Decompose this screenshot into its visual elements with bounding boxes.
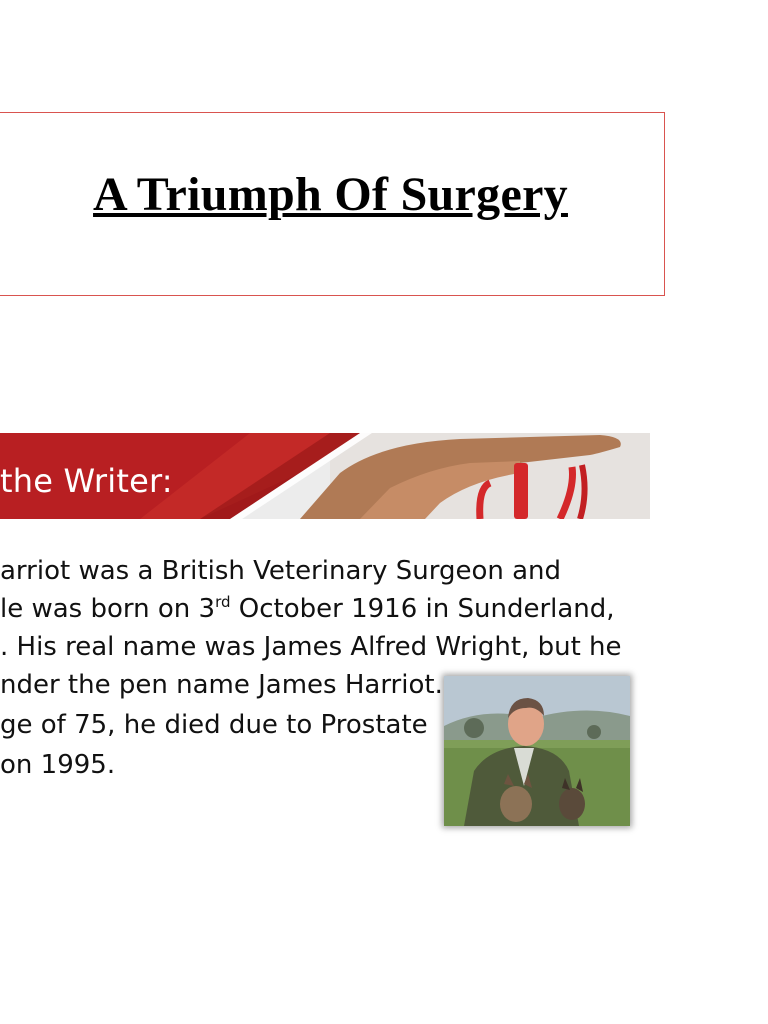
page-title: A Triumph Of Surgery xyxy=(93,167,568,221)
author-portrait-photo xyxy=(444,676,630,826)
body-line-2-start: le was born on 3 xyxy=(0,594,216,624)
body-line-2-end: October 1916 in Sunderland, xyxy=(230,594,615,624)
title-box xyxy=(0,112,665,296)
body-line-6: on 1995. xyxy=(0,750,116,780)
body-line-1: arriot was a British Veterinary Surgeon and xyxy=(0,556,562,586)
portrait-image xyxy=(444,676,630,826)
body-line-5: ge of 75, he died due to Prostate xyxy=(0,710,428,740)
ordinal-suffix: rd xyxy=(215,593,231,611)
banner-heading: the Writer: xyxy=(0,462,173,500)
body-line-4: nder the pen name James Harriot. xyxy=(0,670,443,700)
body-line-2 xyxy=(0,590,640,628)
body-line-3: . His real name was James Alfred Wright, but he xyxy=(0,632,622,662)
